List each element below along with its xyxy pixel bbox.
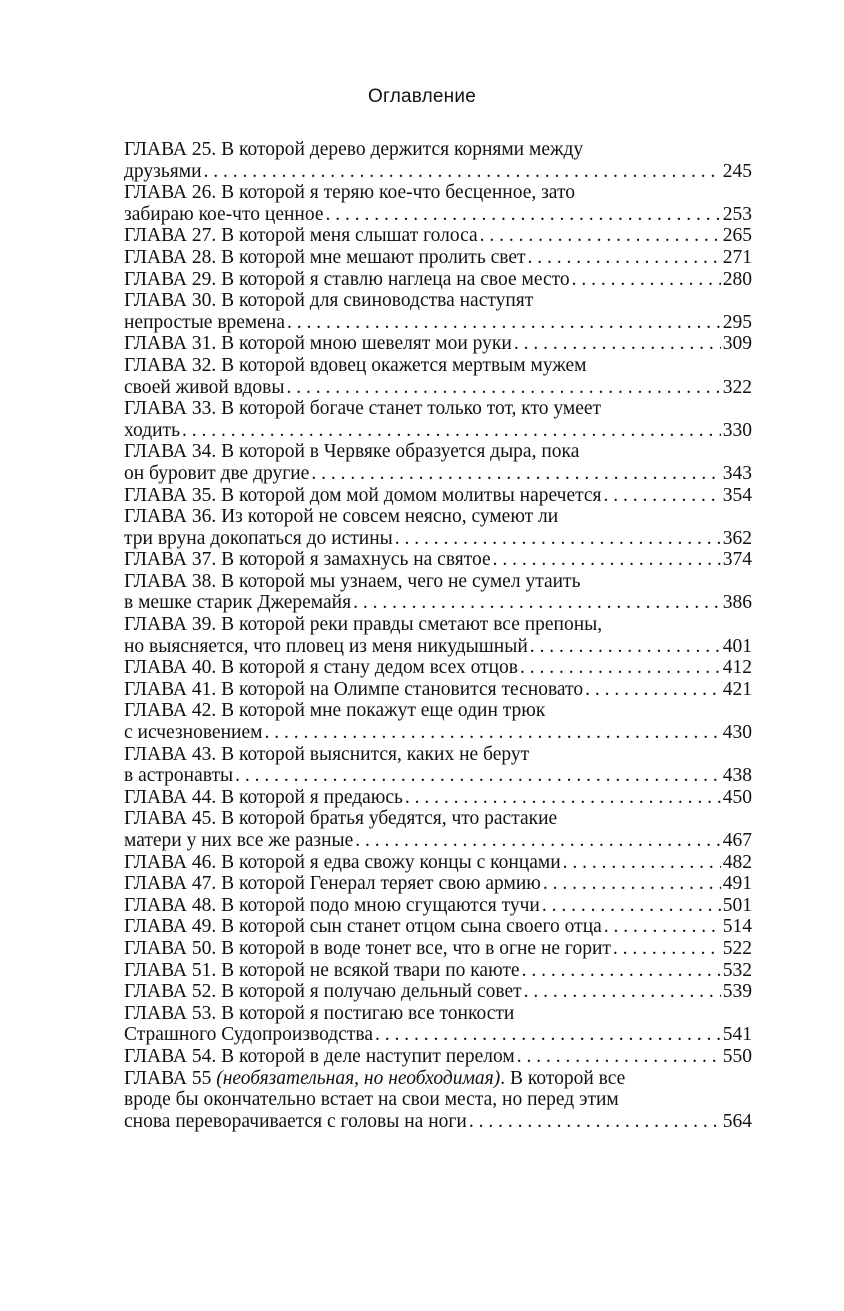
toc-entry-page: 564: [722, 1110, 752, 1132]
toc-entry[interactable]: [124, 485, 752, 507]
toc-entry-title: три вруна докопаться до истины: [124, 527, 393, 549]
dot-leader: [235, 765, 721, 787]
toc-entry-page: 430: [722, 722, 752, 744]
dot-leader: [530, 636, 721, 658]
toc-entry-title: снова переворачивается с головы на ноги: [124, 1110, 467, 1132]
toc-entry-title: непростые времена: [124, 311, 286, 333]
toc-entry-line: ГЛАВА 53. В которой я постигаю все тонкости: [124, 1002, 515, 1024]
toc-entry-title: ГЛАВА 35. В которой дом мой домом молитвы наречется: [124, 484, 602, 506]
toc-entry[interactable]: [124, 1046, 752, 1068]
toc-entry-page: 386: [722, 592, 752, 614]
dot-leader: [480, 225, 721, 247]
toc-entry-line: ГЛАВА 39. В которой реки правды сметают все препоны,: [124, 614, 603, 636]
toc-entry-prefix: ГЛАВА 55: [124, 1067, 217, 1089]
toc-entry-line: ГЛАВА 38. В которой мы узнаем, чего не сумел утаить: [124, 570, 581, 592]
toc-entry-page: 343: [722, 462, 752, 484]
toc-entry-title: ГЛАВА 29. В которой я ставлю наглеца на свое место: [124, 268, 570, 290]
toc-entry[interactable]: [124, 333, 752, 355]
toc-entry[interactable]: [124, 506, 752, 549]
toc-entry-page: 438: [722, 765, 752, 787]
toc-entry-page: 295: [722, 311, 752, 333]
dot-leader: [264, 722, 720, 744]
toc-entry-page: 401: [722, 635, 752, 657]
dot-leader: [405, 787, 721, 809]
toc-entry-title: с исчезновением: [124, 722, 263, 744]
toc-entry-title: но выясняется, что пловец из меня никудышный: [124, 635, 528, 657]
page-title: Оглавление: [368, 86, 476, 107]
toc-entry[interactable]: [124, 981, 752, 1003]
toc-entry-line: ГЛАВА 42. В которой мне покажут еще один трюк: [124, 700, 546, 722]
toc-entry-title: ГЛАВА 46. В которой я едва свожу концы с концами: [124, 851, 561, 873]
toc-entry-title: своей живой вдовы: [124, 376, 285, 398]
dot-leader: [395, 528, 721, 550]
dot-leader: [543, 873, 721, 895]
dot-leader: [522, 960, 721, 982]
toc-entry-line: ГЛАВА 36. Из которой не совсем неясно, сумеют ли: [124, 506, 559, 528]
dot-leader: [287, 312, 721, 334]
toc-entry-page: 354: [722, 484, 752, 506]
toc-entry-title: ГЛАВА 50. В которой в воде тонет все, что в огне не горит: [124, 937, 611, 959]
dot-leader: [517, 1046, 721, 1068]
toc-entry[interactable]: [124, 441, 752, 484]
toc-entry[interactable]: [124, 657, 752, 679]
dot-leader: [604, 485, 721, 507]
toc-entry-page: 514: [722, 916, 752, 938]
toc-entry-page: 501: [722, 894, 752, 916]
toc-entry[interactable]: [124, 139, 752, 182]
dot-leader: [604, 916, 721, 938]
dot-leader: [520, 657, 721, 679]
toc-entry-page: 362: [722, 527, 752, 549]
toc-entry[interactable]: [124, 808, 752, 851]
dot-leader: [182, 420, 721, 442]
toc-entry[interactable]: [124, 873, 752, 895]
toc-entry-page: 412: [722, 657, 752, 679]
toc-entry-page: 539: [722, 981, 752, 1003]
toc-entry-page: 550: [722, 1045, 752, 1067]
dot-leader: [311, 463, 720, 485]
dot-leader: [528, 247, 721, 269]
toc-entry-title: Страшного Судопроизводства: [124, 1024, 374, 1046]
dot-leader: [514, 333, 721, 355]
toc-entry-page: 330: [722, 419, 752, 441]
toc-entry-title: в мешке старик Джеремайя: [124, 592, 352, 614]
dot-leader: [563, 852, 721, 874]
toc-entry-title: в астронавты: [124, 765, 234, 787]
toc-entry-page: 271: [722, 246, 752, 268]
toc-entry[interactable]: [124, 895, 752, 917]
toc-entry-page: 245: [722, 160, 752, 182]
dot-leader: [355, 830, 720, 852]
toc-entry-title: ГЛАВА 49. В которой сын станет отцом сына своего отца: [124, 916, 602, 938]
toc-entry[interactable]: [124, 614, 752, 657]
toc-entry-page: 541: [722, 1024, 752, 1046]
toc-entry-page: 280: [722, 268, 752, 290]
toc-entry[interactable]: [124, 355, 752, 398]
toc-entry-title: матери у них все же разные: [124, 830, 354, 851]
toc-entry-page: 482: [722, 851, 752, 873]
toc-entry-page: 532: [722, 959, 752, 981]
toc-entry-line: ГЛАВА 45. В которой братья убедятся, что растакие: [124, 808, 558, 830]
toc-entry-title: ГЛАВА 51. В которой не всякой твари по каюте: [124, 959, 520, 981]
toc-entry[interactable]: [124, 398, 752, 441]
toc-entry-title: ГЛАВА 28. В которой мне мешают пролить свет: [124, 246, 526, 268]
dot-leader: [493, 549, 721, 571]
toc-entry[interactable]: [124, 787, 752, 809]
toc-entry-page: 450: [722, 786, 752, 808]
toc-entry-title: ГЛАВА 48. В которой подо мною сгущаются тучи: [124, 894, 540, 916]
toc-entry-line: ГЛАВА 33. В которой богаче станет только тот, кто умеет: [124, 398, 602, 420]
toc-entry-line: ГЛАВА 25. В которой дерево держится корнями между: [124, 139, 584, 160]
dot-leader: [286, 377, 720, 399]
toc-entry-line: ГЛАВА 26. В которой я теряю кое-что бесценное, зато: [124, 182, 575, 204]
dot-leader: [326, 204, 721, 226]
toc-entry[interactable]: [124, 571, 752, 614]
toc-entry-page: 253: [722, 203, 752, 225]
toc-entry-line: ГЛАВА 30. В которой для свиноводства наступят: [124, 290, 534, 312]
toc-entry[interactable]: [124, 290, 752, 333]
dot-leader: [585, 679, 721, 701]
toc-entry[interactable]: [124, 938, 752, 960]
toc-entry-note: (необязательная, но необходимая): [216, 1067, 501, 1089]
dot-leader: [353, 592, 721, 614]
table-of-contents: [124, 139, 752, 1132]
toc-entry-page: 421: [722, 678, 752, 700]
toc-entry-line: ГЛАВА 43. В которой выяснится, каких не берут: [124, 743, 530, 765]
dot-leader: [469, 1111, 721, 1133]
toc-entry-suffix: . В которой все: [500, 1067, 626, 1089]
toc-entry-page: 322: [722, 376, 752, 398]
toc-entry[interactable]: [124, 744, 752, 787]
toc-entry-title: он буровит две другие: [124, 462, 310, 484]
toc-entry[interactable]: [124, 1003, 752, 1046]
dot-leader: [524, 981, 721, 1003]
dot-leader: [542, 895, 721, 917]
dot-leader: [613, 938, 721, 960]
toc-entry[interactable]: [124, 916, 752, 938]
toc-entry-title: ГЛАВА 54. В которой в деле наступит перелом: [124, 1045, 515, 1067]
toc-entry-title: ГЛАВА 37. В которой я замахнусь на святое: [124, 549, 491, 571]
toc-entry-title: ГЛАВА 40. В которой я стану дедом всех отцов: [124, 657, 519, 679]
toc-entry[interactable]: [124, 182, 752, 225]
toc-entry[interactable]: [124, 549, 752, 571]
toc-entry-title: ГЛАВА 27. В которой меня слышат голоса: [124, 225, 478, 247]
toc-entry[interactable]: [124, 852, 752, 874]
toc-entry-title: ходить: [124, 419, 180, 441]
toc-entry-line: вроде бы окончательно встает на свои места, но перед этим: [124, 1089, 619, 1111]
toc-entry-page: 491: [722, 873, 752, 895]
dot-leader: [204, 161, 721, 183]
toc-entry[interactable]: [124, 269, 752, 291]
dot-leader: [572, 269, 721, 291]
toc-entry-page: 522: [722, 937, 752, 959]
toc-entry-page: 309: [722, 333, 752, 355]
toc-entry[interactable]: [124, 960, 752, 982]
toc-entry-title: забираю кое-что ценное: [124, 203, 324, 225]
toc-entry[interactable]: [124, 679, 752, 701]
toc-entry-title: ГЛАВА 47. В которой Генерал теряет свою армию: [124, 873, 541, 895]
toc-entry-title: ГЛАВА 44. В которой я предаюсь: [124, 786, 403, 808]
toc-entry-title: ГЛАВА 41. В которой на Олимпе становится тесновато: [124, 678, 584, 700]
dot-leader: [375, 1024, 721, 1046]
toc-entry-title: ГЛАВА 52. В которой я получаю дельный совет: [124, 981, 522, 1003]
toc-entry[interactable]: [124, 225, 752, 247]
toc-entry[interactable]: [124, 247, 752, 269]
toc-entry-page: 374: [722, 549, 752, 571]
toc-entry-page: 467: [722, 830, 752, 851]
toc-entry[interactable]: [124, 700, 752, 743]
toc-entry-line: ГЛАВА 32. В которой вдовец окажется мертвым мужем: [124, 354, 587, 376]
toc-entry-55[interactable]: [124, 1068, 752, 1133]
toc-entry-title: ГЛАВА 31. В которой мною шевелят мои руки: [124, 333, 512, 355]
toc-entry-title: друзьями: [124, 160, 202, 182]
toc-entry-page: 265: [722, 225, 752, 247]
toc-entry-line: ГЛАВА 34. В которой в Червяке образуется дыра, пока: [124, 441, 580, 463]
